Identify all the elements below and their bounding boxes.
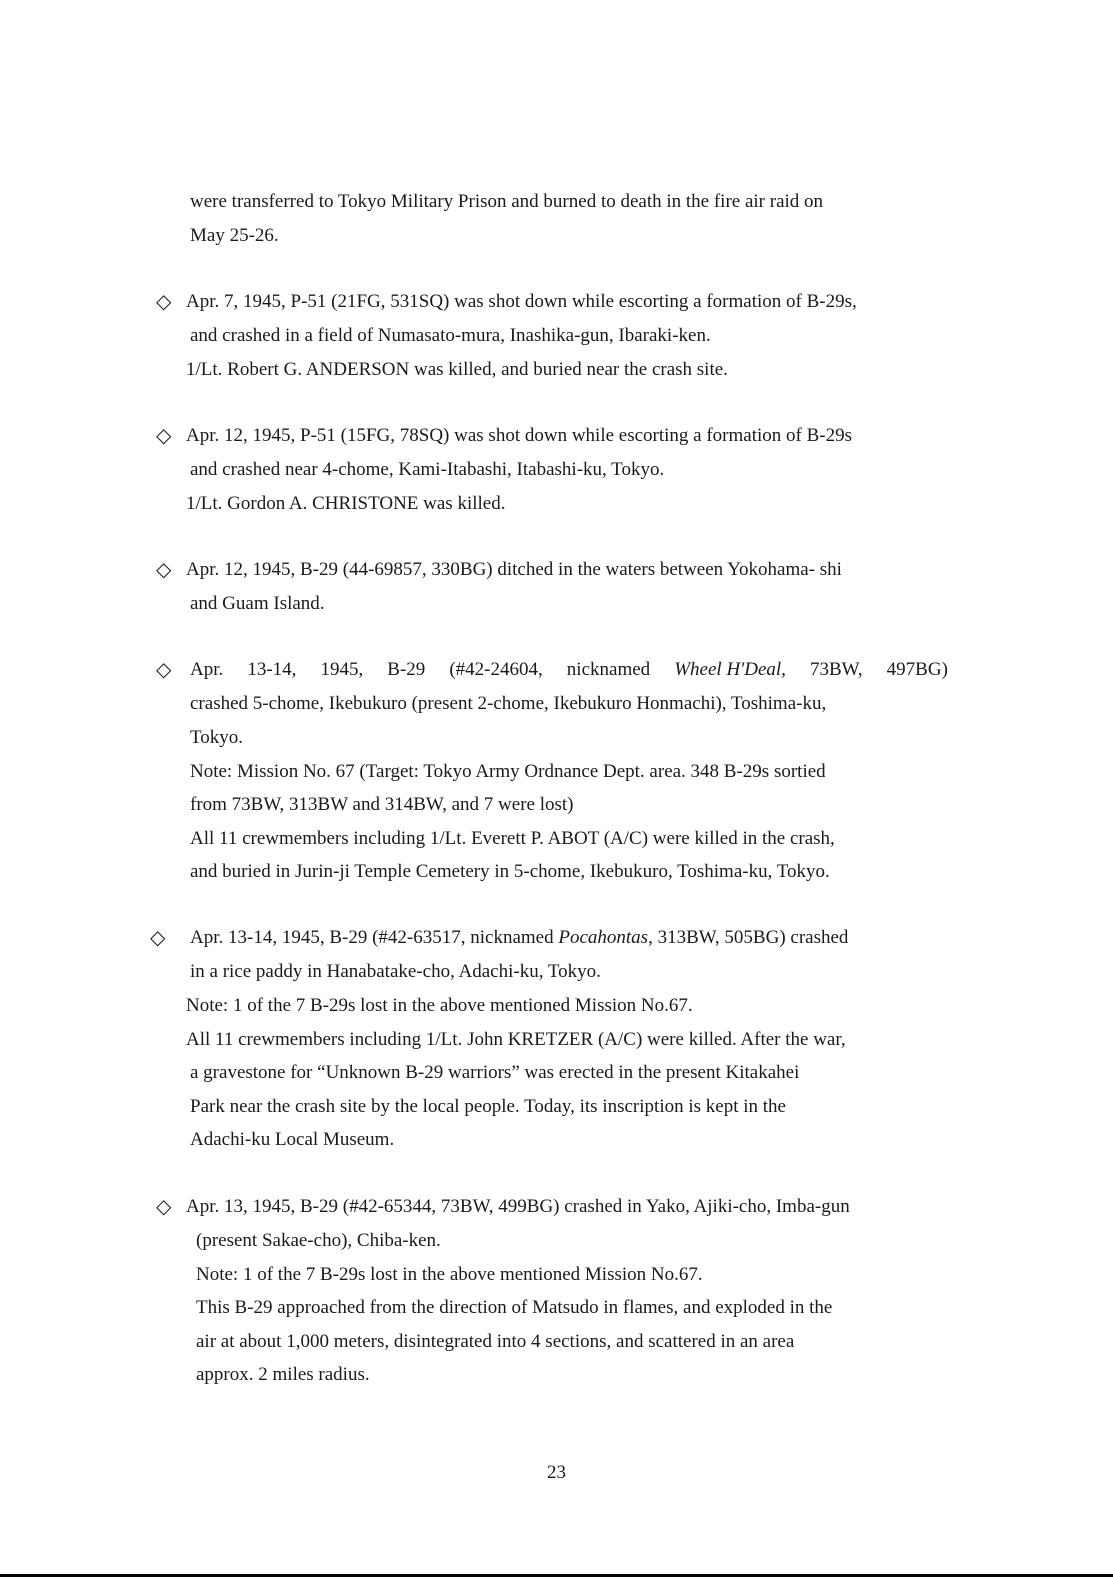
aircraft-nickname: Wheel H'Deal, — [674, 659, 786, 680]
diamond-bullet-icon: ◇ — [156, 659, 172, 681]
entry-4-line-6: All 11 crewmembers including 1/Lt. Everett P. ABOT (A/C) were killed in the crash, — [190, 828, 835, 849]
page-number: 23 — [547, 1462, 566, 1483]
entry-2-line-1: Apr. 12, 1945, P-51 (15FG, 78SQ) was shot down while escorting a formation of B-29s — [186, 425, 853, 446]
entry-4-word: Apr. — [190, 659, 224, 680]
entry-4-word: 73BW, — [809, 659, 863, 680]
entry-5-line-1-pre: Apr. 13-14, 1945, B-29 (#42-63517, nicknamed — [190, 927, 559, 948]
entry-1-line-2: and crashed in a field of Numasato-mura, Inashika-gun, Ibaraki-ken. — [190, 325, 711, 346]
bottom-rule — [0, 1574, 1113, 1577]
entry-6-line-5: air at about 1,000 meters, disintegrated into 4 sections, and scattered in an area — [196, 1331, 795, 1352]
intro-line-2: May 25-26. — [190, 225, 279, 246]
entry-1-line-3: 1/Lt. Robert G. ANDERSON was killed, and buried near the crash site. — [186, 359, 728, 380]
entry-5-line-7: Adachi-ku Local Museum. — [190, 1129, 395, 1150]
entry-4-line-1 — [190, 658, 948, 682]
entry-4-word: 497BG) — [886, 659, 948, 680]
entry-6-line-1: Apr. 13, 1945, B-29 (#42-65344, 73BW, 499BG) crashed in Yako, Ajiki-cho, Imba-gun — [186, 1196, 850, 1217]
entry-5-line-5: a gravestone for “Unknown B-29 warriors” was erected in the present Kitakahei — [190, 1062, 800, 1083]
entry-4-line-4: Note: Mission No. 67 (Target: Tokyo Army Ordnance Dept. area. 348 B-29s sortied — [190, 761, 826, 782]
entry-4-line-7: and buried in Jurin-ji Temple Cemetery in 5-chome, Ikebukuro, Toshima-ku, Tokyo. — [190, 861, 830, 882]
aircraft-nickname: Pocahontas — [558, 927, 649, 948]
intro-line-1: were transferred to Tokyo Military Prison and burned to death in the fire air raid on — [190, 191, 824, 212]
entry-5-line-2: in a rice paddy in Hanabatake-cho, Adachi-ku, Tokyo. — [190, 961, 601, 982]
entry-3-line-1: Apr. 12, 1945, B-29 (44-69857, 330BG) ditched in the waters between Yokohama- shi — [186, 559, 842, 580]
entry-6-line-3: Note: 1 of the 7 B-29s lost in the above mentioned Mission No.67. — [196, 1264, 703, 1285]
entry-5-line-1 — [190, 926, 848, 950]
entry-6-line-6: approx. 2 miles radius. — [196, 1364, 370, 1385]
diamond-bullet-icon: ◇ — [156, 425, 172, 447]
entry-6-line-2: (present Sakae-cho), Chiba-ken. — [196, 1230, 441, 1251]
diamond-bullet-icon: ◇ — [150, 927, 166, 949]
entry-2-line-3: 1/Lt. Gordon A. CHRISTONE was killed. — [186, 493, 506, 514]
entry-4-line-5: from 73BW, 313BW and 314BW, and 7 were lost) — [190, 794, 574, 815]
diamond-bullet-icon: ◇ — [156, 1196, 172, 1218]
entry-4-line-2: crashed 5-chome, Ikebukuro (present 2-chome, Ikebukuro Honmachi), Toshima-ku, — [190, 693, 827, 714]
entry-5-line-4: All 11 crewmembers including 1/Lt. John KRETZER (A/C) were killed. After the war, — [186, 1029, 846, 1050]
entry-1-line-1: Apr. 7, 1945, P-51 (21FG, 531SQ) was shot down while escorting a formation of B-29s, — [186, 291, 857, 312]
entry-3-line-2: and Guam Island. — [190, 593, 325, 614]
entry-5-line-3: Note: 1 of the 7 B-29s lost in the above mentioned Mission No.67. — [186, 995, 693, 1016]
entry-5-line-1-post: , 313BW, 505BG) crashed — [648, 927, 849, 948]
entry-4-word: 1945, — [320, 659, 364, 680]
entry-4-word: nicknamed — [566, 659, 651, 680]
diamond-bullet-icon: ◇ — [156, 559, 172, 581]
diamond-bullet-icon: ◇ — [156, 291, 172, 313]
entry-4-word: 13-14, — [247, 659, 297, 680]
entry-5-line-6: Park near the crash site by the local people. Today, its inscription is kept in the — [190, 1096, 786, 1117]
entry-2-line-2: and crashed near 4-chome, Kami-Itabashi, Itabashi-ku, Tokyo. — [190, 459, 665, 480]
entry-4-line-3: Tokyo. — [190, 727, 244, 748]
entry-4-word: (#42-24604, — [449, 659, 543, 680]
entry-4-word: B-29 — [387, 659, 426, 680]
entry-6-line-4: This B-29 approached from the direction of Matsudo in flames, and exploded in the — [196, 1297, 833, 1318]
